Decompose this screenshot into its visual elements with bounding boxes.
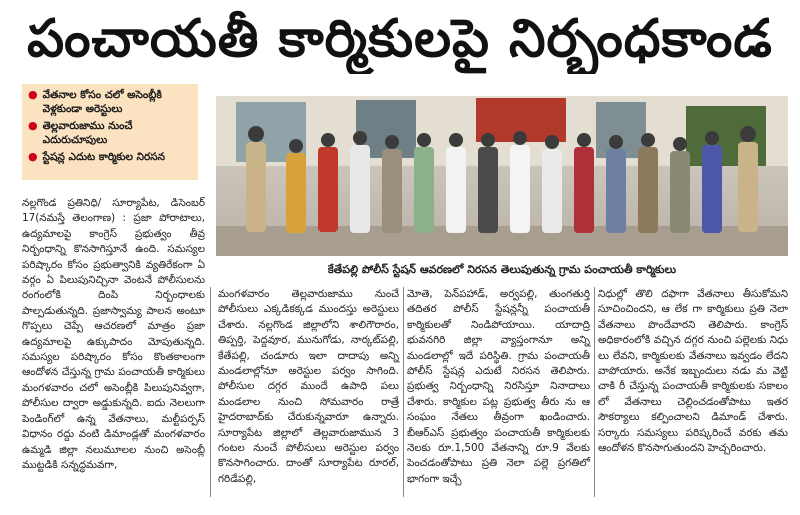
highlight-item: [28, 150, 192, 164]
protest-photo-illustration: [216, 96, 788, 256]
article-column-2: మంగళవారం తెల్లవారుజాము నుంచే పోలీసులు ఎక్కడికక్కడ ముందస్తు అరెస్టులు చేశారు. నల్లగొండ జిల్లాలోని శాలిగౌరారం, తిప్పర్తి, పెద్దవూర, మునుగోడు, నార్కట్‌పల్లి, కేతేపల్లి, చండూరు ఇలా దాదాపు అన్ని మండలాల్లోనూ అరెస్టుల పర్వం సాగింది. పోలీసుల దగ్గర ముందే ఉపాధి పలు మండలాల నుంచి సోమవారం రాత్రే హైదరాబాద్‌కు చేరుకున్నవారూ ఉన్నారు. సూర్యాపేట జిల్లాలో తెల్లవారుజామున 3 గంటల నుంచే పోలీసులు అరెస్టుల పర్వం కొనసాగించారు. దాంతో సూర్యాపేట రూరల్, గరిడేపల్లి,: [218, 288, 399, 485]
photo-caption: కేతేపల్లి పోలీస్ స్టేషన్ ఆవరణలో నిరసన తెలుపుతున్న గ్రామ పంచాయతీ కార్మికులు: [327, 263, 677, 276]
highlight-text: వేతనాల కోసం చలో అసెంబ్లీకి వెళ్లకుండా అరెస్టులు: [42, 89, 162, 115]
column-divider: [210, 287, 211, 497]
highlight-text: తెల్లవారుజాము నుంచే ఎదురుచూపులు: [42, 120, 133, 146]
highlights-box: [22, 84, 198, 180]
news-photo: [216, 96, 788, 256]
column-divider: [403, 287, 404, 497]
highlight-item: [28, 119, 192, 147]
bullet-icon: ●: [28, 88, 38, 101]
bullet-icon: ●: [28, 119, 38, 132]
highlight-text: స్టేషన్ల ఎదుట కార్మికుల నిరసన: [42, 151, 165, 163]
highlight-item: [28, 88, 192, 116]
bullet-icon: ●: [28, 150, 38, 163]
article-column-4: నిధుల్లో తొలి దఫాగా వేతనాలు తీసుకోమని సూచించిందని, ఆ లేక గా కార్మికులు ప్రతి నెలా వేతనాలు పొందేవారని తెలిపారు. కాంగ్రెస్ అధికారంలోకి వచ్చిన దగ్గర నుంచి పల్లెలకు నిధు లు లేవని, కార్మికులకు వేతనాలు ఇవ్వడం లేదని వాపోయారు. అనేక ఇబ్బందులు నడు మ వెట్టి చాకి రీ చేస్తున్న పంచాయతీ కార్మికులకు సకాలం లో వేతనాలు చెల్లించడంతోపాటు ఇతర సౌకర్యాలు కల్పించాలని డిమాండ్ చేశారు. సర్కారు సమస్యలు పరిష్కరించే వరకు తమ ఆందోళన కొనసాగుతుందని హెచ్చరించారు.: [598, 288, 788, 455]
headline: పంచాయతీ కార్మికులపై నిర్బంధకాండ: [27, 9, 773, 69]
column-divider: [594, 287, 595, 497]
article-column-1: నల్లగొండ ప్రతినిధి/ సూర్యాపేట, డిసెంబర్ 17(నమస్తే తెలంగాణ) : ప్రజా పోరాటాలు, ఉద్యమాలపై కాంగ్రెస్ ప్రభుత్వం తీవ్ర నిర్బంధాన్ని కొనసాగిస్తూనే ఉంది. సమస్యల పరిష్కారం కోసం ప్రభుత్వానికి వ్యతిరేకంగా ఏ వర్గం ఏ పిలుపునిచ్చినా వెంటనే పోలీసులను రంగంలోకి దింపి నిర్బంధాలకు పాల్పడుతున్నది. ప్రజాస్వామ్య పాలన అంటూ గొప్పలు చెప్పే ఆచరణలో మాత్రం ప్రజా ఉద్యమాలపై ఉక్కుపాదం మోపుతున్నది. సమస్యల పరిష్కారం కోసం కొంతకాలంగా ఆందోళన చేస్తున్న గ్రామ పంచాయతీ కార్మికులు మంగళవారం చలో అసెంబ్లీకి పిలుపునివ్వగా, పోలీసుల ద్వారా అడ్డుకున్నది. ఐదు నెలలుగా పెండింగ్‌లో ఉన్న వేతనాలు, మల్టీపర్పస్ విధానం రద్దు వంటి డిమాండ్లతో మంగళవారం ఉమ్మడి జిల్లా నలుమూలల నుంచి అసెంబ్లీ ముట్టడికి సన్నద్ధమవగా,: [22, 197, 205, 471]
article-column-3: మోతె, పెన్‌పహాడ్, అర్వపల్లి, తుంగతుర్తి తదితర పోలీస్ స్టేషన్లన్నీ పంచాయతీ కార్మికులతో నిండిపోయాయి. యాదాద్రి భువనగిరి జిల్లా వ్యాప్తంగానూ అన్ని మండలాల్లో ఇదే పరిస్థితి. గ్రామ పంచాయతీ పోలీస్ స్టేషన్ల ఎదుటే నిరసన తెలిపారు. ప్రభుత్వ నిర్బంధాన్ని నిరసిస్తూ నినాదాలు చేశారు. కార్మికుల పట్ల ప్రభుత్వ తీరు ను ఆ సంఘం నేతలు తీవ్రంగా ఖండించారు. బీఆర్ఎస్ ప్రభుత్వం పంచాయతీ కార్మికులకు నెలకు రూ.1,500 వేతనాన్ని రూ.9 వేలకు పెంచడంతోపాటు ప్రతి నెలా పల్లె ప్రగతిలో భాగంగా ఇచ్చే: [407, 288, 590, 485]
